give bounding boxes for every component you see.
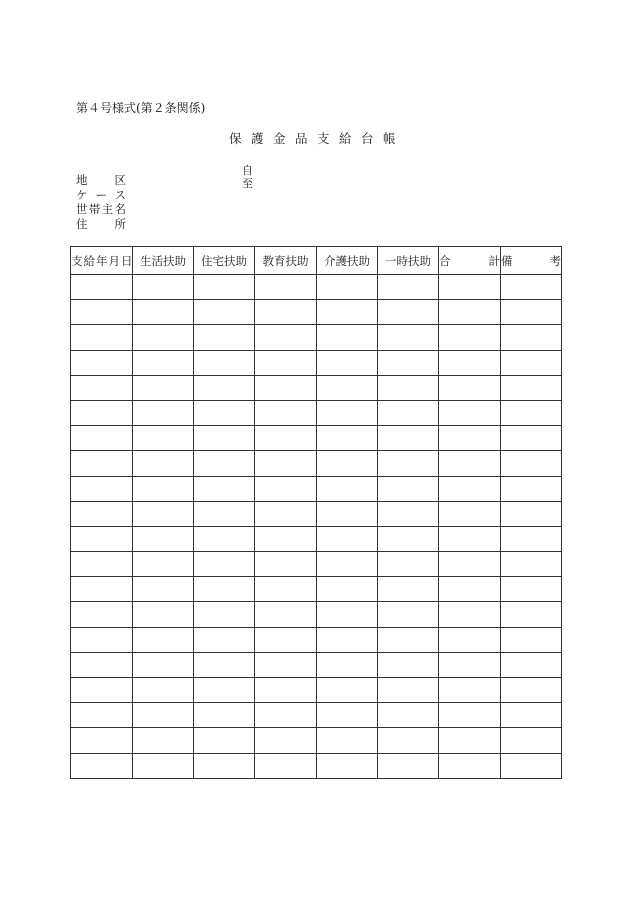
table-cell[interactable] <box>194 350 255 375</box>
case-label: ケース <box>76 187 126 202</box>
table-cell[interactable] <box>71 400 133 425</box>
table-cell[interactable] <box>439 325 501 350</box>
table-cell[interactable] <box>439 703 501 728</box>
table-cell[interactable] <box>378 552 439 577</box>
table-cell[interactable] <box>194 400 255 425</box>
table-cell[interactable] <box>317 728 378 753</box>
table-cell[interactable] <box>133 275 194 300</box>
table-cell[interactable] <box>255 476 317 501</box>
table-cell[interactable] <box>71 275 133 300</box>
table-cell[interactable] <box>255 577 317 602</box>
table-cell[interactable] <box>378 577 439 602</box>
table-cell[interactable] <box>194 602 255 627</box>
table-cell[interactable] <box>378 275 439 300</box>
table-cell[interactable] <box>194 678 255 703</box>
table-cell[interactable] <box>133 350 194 375</box>
table-row <box>71 325 562 350</box>
table-cell[interactable] <box>255 325 317 350</box>
info-row-district <box>76 173 126 188</box>
address-label: 住所 <box>76 216 126 231</box>
table-cell[interactable] <box>255 275 317 300</box>
table-cell[interactable] <box>378 350 439 375</box>
table-cell[interactable] <box>317 602 378 627</box>
header-temporary-aid: 一時扶助 <box>378 247 439 275</box>
table-cell[interactable] <box>501 476 562 501</box>
table-cell[interactable] <box>439 300 501 325</box>
table-cell[interactable] <box>439 602 501 627</box>
table-cell[interactable] <box>194 552 255 577</box>
table-row <box>71 728 562 753</box>
table-row <box>71 526 562 551</box>
table-cell[interactable] <box>194 476 255 501</box>
table-cell[interactable] <box>378 678 439 703</box>
table-cell[interactable] <box>378 476 439 501</box>
table-cell[interactable] <box>71 501 133 526</box>
table-cell[interactable] <box>133 652 194 677</box>
table-cell[interactable] <box>133 753 194 778</box>
table-cell[interactable] <box>194 577 255 602</box>
table-cell[interactable] <box>255 678 317 703</box>
table-cell[interactable] <box>317 275 378 300</box>
table-row <box>71 400 562 425</box>
table-cell[interactable] <box>194 325 255 350</box>
table-cell[interactable] <box>501 703 562 728</box>
table-cell[interactable] <box>71 300 133 325</box>
table-cell[interactable] <box>255 426 317 451</box>
table-cell[interactable] <box>378 400 439 425</box>
table-cell[interactable] <box>194 652 255 677</box>
table-cell[interactable] <box>255 753 317 778</box>
header-payment-date: 支給年月日 <box>71 247 133 275</box>
table-cell[interactable] <box>133 602 194 627</box>
table-cell[interactable] <box>133 728 194 753</box>
table-cell[interactable] <box>255 300 317 325</box>
table-cell[interactable] <box>439 627 501 652</box>
table-cell[interactable] <box>133 552 194 577</box>
header-education-aid: 教育扶助 <box>255 247 317 275</box>
header-nursing-care-aid: 介護扶助 <box>317 247 378 275</box>
table-cell[interactable] <box>133 577 194 602</box>
table-cell[interactable] <box>71 426 133 451</box>
table-cell[interactable] <box>439 426 501 451</box>
table-cell[interactable] <box>501 426 562 451</box>
table-cell[interactable] <box>378 325 439 350</box>
header-remarks: 備考 <box>501 247 562 275</box>
table-cell[interactable] <box>439 400 501 425</box>
header-livelihood-aid: 生活扶助 <box>133 247 194 275</box>
table-body <box>71 275 562 779</box>
table-cell[interactable] <box>317 476 378 501</box>
table-row <box>71 300 562 325</box>
table-cell[interactable] <box>317 400 378 425</box>
table-cell[interactable] <box>378 501 439 526</box>
table-cell[interactable] <box>501 375 562 400</box>
table-cell[interactable] <box>378 652 439 677</box>
table-cell[interactable] <box>378 426 439 451</box>
table-row <box>71 703 562 728</box>
table-cell[interactable] <box>255 526 317 551</box>
table-cell[interactable] <box>133 400 194 425</box>
table-cell[interactable] <box>501 728 562 753</box>
table-cell[interactable] <box>378 728 439 753</box>
table-cell[interactable] <box>439 678 501 703</box>
table-row <box>71 375 562 400</box>
table-cell[interactable] <box>439 476 501 501</box>
table-cell[interactable] <box>255 451 317 476</box>
table-cell[interactable] <box>255 552 317 577</box>
table-cell[interactable] <box>439 350 501 375</box>
table-cell[interactable] <box>439 501 501 526</box>
table-row <box>71 501 562 526</box>
table-cell[interactable] <box>439 728 501 753</box>
table-cell[interactable] <box>378 627 439 652</box>
table-cell[interactable] <box>378 602 439 627</box>
table-header-row <box>71 247 562 275</box>
table-cell[interactable] <box>439 552 501 577</box>
table-cell[interactable] <box>378 703 439 728</box>
table-cell[interactable] <box>501 753 562 778</box>
table-cell[interactable] <box>255 627 317 652</box>
table-cell[interactable] <box>317 703 378 728</box>
householder-name-label: 世帯主名 <box>76 202 126 216</box>
table-cell[interactable] <box>194 451 255 476</box>
table-cell[interactable] <box>71 552 133 577</box>
table-row <box>71 451 562 476</box>
table-cell[interactable] <box>133 300 194 325</box>
table-cell[interactable] <box>255 375 317 400</box>
table-cell[interactable] <box>133 526 194 551</box>
table-cell[interactable] <box>71 375 133 400</box>
table-cell[interactable] <box>255 350 317 375</box>
table-row <box>71 577 562 602</box>
table-cell[interactable] <box>71 652 133 677</box>
table-cell[interactable] <box>501 602 562 627</box>
table-cell[interactable] <box>501 451 562 476</box>
table-cell[interactable] <box>255 703 317 728</box>
table-cell[interactable] <box>439 526 501 551</box>
table-cell[interactable] <box>133 375 194 400</box>
table-cell[interactable] <box>71 602 133 627</box>
header-total: 合計 <box>439 247 501 275</box>
table-cell[interactable] <box>501 300 562 325</box>
table-row <box>71 552 562 577</box>
table-cell[interactable] <box>501 325 562 350</box>
table-cell[interactable] <box>317 753 378 778</box>
table-cell[interactable] <box>133 451 194 476</box>
table-cell[interactable] <box>439 275 501 300</box>
table-cell[interactable] <box>194 501 255 526</box>
table-cell[interactable] <box>194 426 255 451</box>
table-cell[interactable] <box>71 753 133 778</box>
table-cell[interactable] <box>255 728 317 753</box>
period-from-label: 自 <box>242 164 253 177</box>
info-row-address <box>76 217 126 232</box>
info-row-householder <box>76 202 126 217</box>
table-row <box>71 426 562 451</box>
table-cell[interactable] <box>317 526 378 551</box>
table-cell[interactable] <box>133 501 194 526</box>
table-cell[interactable] <box>255 652 317 677</box>
table-cell[interactable] <box>317 652 378 677</box>
table-cell[interactable] <box>317 325 378 350</box>
payment-ledger-table <box>70 246 562 779</box>
table-cell[interactable] <box>255 501 317 526</box>
table-cell[interactable] <box>317 375 378 400</box>
table-cell[interactable] <box>194 627 255 652</box>
table-cell[interactable] <box>194 275 255 300</box>
table-cell[interactable] <box>71 703 133 728</box>
table-row <box>71 275 562 300</box>
table-cell[interactable] <box>71 728 133 753</box>
table-cell[interactable] <box>378 526 439 551</box>
table-cell[interactable] <box>255 602 317 627</box>
info-row-case <box>76 188 126 203</box>
table-cell[interactable] <box>194 753 255 778</box>
table-cell[interactable] <box>317 552 378 577</box>
table-cell[interactable] <box>501 501 562 526</box>
table-row <box>71 350 562 375</box>
table-cell[interactable] <box>194 728 255 753</box>
table-cell[interactable] <box>501 275 562 300</box>
table-cell[interactable] <box>317 350 378 375</box>
table-cell[interactable] <box>71 476 133 501</box>
table-cell[interactable] <box>194 300 255 325</box>
table-row <box>71 627 562 652</box>
form-number: 第４号様式(第２条関係) <box>76 101 206 115</box>
table-cell[interactable] <box>378 300 439 325</box>
table-cell[interactable] <box>317 451 378 476</box>
table-cell[interactable] <box>317 627 378 652</box>
table-cell[interactable] <box>194 375 255 400</box>
period-labels <box>242 164 253 190</box>
table-cell[interactable] <box>71 325 133 350</box>
table-cell[interactable] <box>501 652 562 677</box>
table-cell[interactable] <box>317 426 378 451</box>
document-title: 保護金品支給台帳 <box>229 131 406 146</box>
table-cell[interactable] <box>133 325 194 350</box>
table-cell[interactable] <box>439 451 501 476</box>
table-cell[interactable] <box>71 451 133 476</box>
table-cell[interactable] <box>317 678 378 703</box>
table-cell[interactable] <box>133 627 194 652</box>
table-cell[interactable] <box>133 476 194 501</box>
table-cell[interactable] <box>501 627 562 652</box>
table-cell[interactable] <box>317 300 378 325</box>
table-cell[interactable] <box>71 678 133 703</box>
table-cell[interactable] <box>501 350 562 375</box>
table-cell[interactable] <box>133 426 194 451</box>
table-cell[interactable] <box>501 577 562 602</box>
table-cell[interactable] <box>501 678 562 703</box>
table-cell[interactable] <box>439 375 501 400</box>
district-label: 地区 <box>76 173 126 187</box>
table-cell[interactable] <box>194 703 255 728</box>
table-cell[interactable] <box>71 577 133 602</box>
table-cell[interactable] <box>378 753 439 778</box>
table-cell[interactable] <box>501 400 562 425</box>
table-cell[interactable] <box>71 350 133 375</box>
table-row <box>71 602 562 627</box>
table-cell[interactable] <box>133 703 194 728</box>
table-row <box>71 476 562 501</box>
household-info <box>76 173 126 231</box>
table-cell[interactable] <box>439 652 501 677</box>
table-cell[interactable] <box>378 451 439 476</box>
table-cell[interactable] <box>317 501 378 526</box>
period-to-label: 至 <box>242 177 253 190</box>
table-cell[interactable] <box>71 627 133 652</box>
table-cell[interactable] <box>317 577 378 602</box>
header-housing-aid: 住宅扶助 <box>194 247 255 275</box>
table-cell[interactable] <box>194 526 255 551</box>
table-cell[interactable] <box>71 526 133 551</box>
table-cell[interactable] <box>439 577 501 602</box>
table-cell[interactable] <box>133 678 194 703</box>
table-cell[interactable] <box>378 375 439 400</box>
table-row <box>71 678 562 703</box>
table-row <box>71 652 562 677</box>
table-row <box>71 753 562 778</box>
table-cell[interactable] <box>439 753 501 778</box>
table-cell[interactable] <box>255 400 317 425</box>
table-cell[interactable] <box>501 526 562 551</box>
table-cell[interactable] <box>501 552 562 577</box>
